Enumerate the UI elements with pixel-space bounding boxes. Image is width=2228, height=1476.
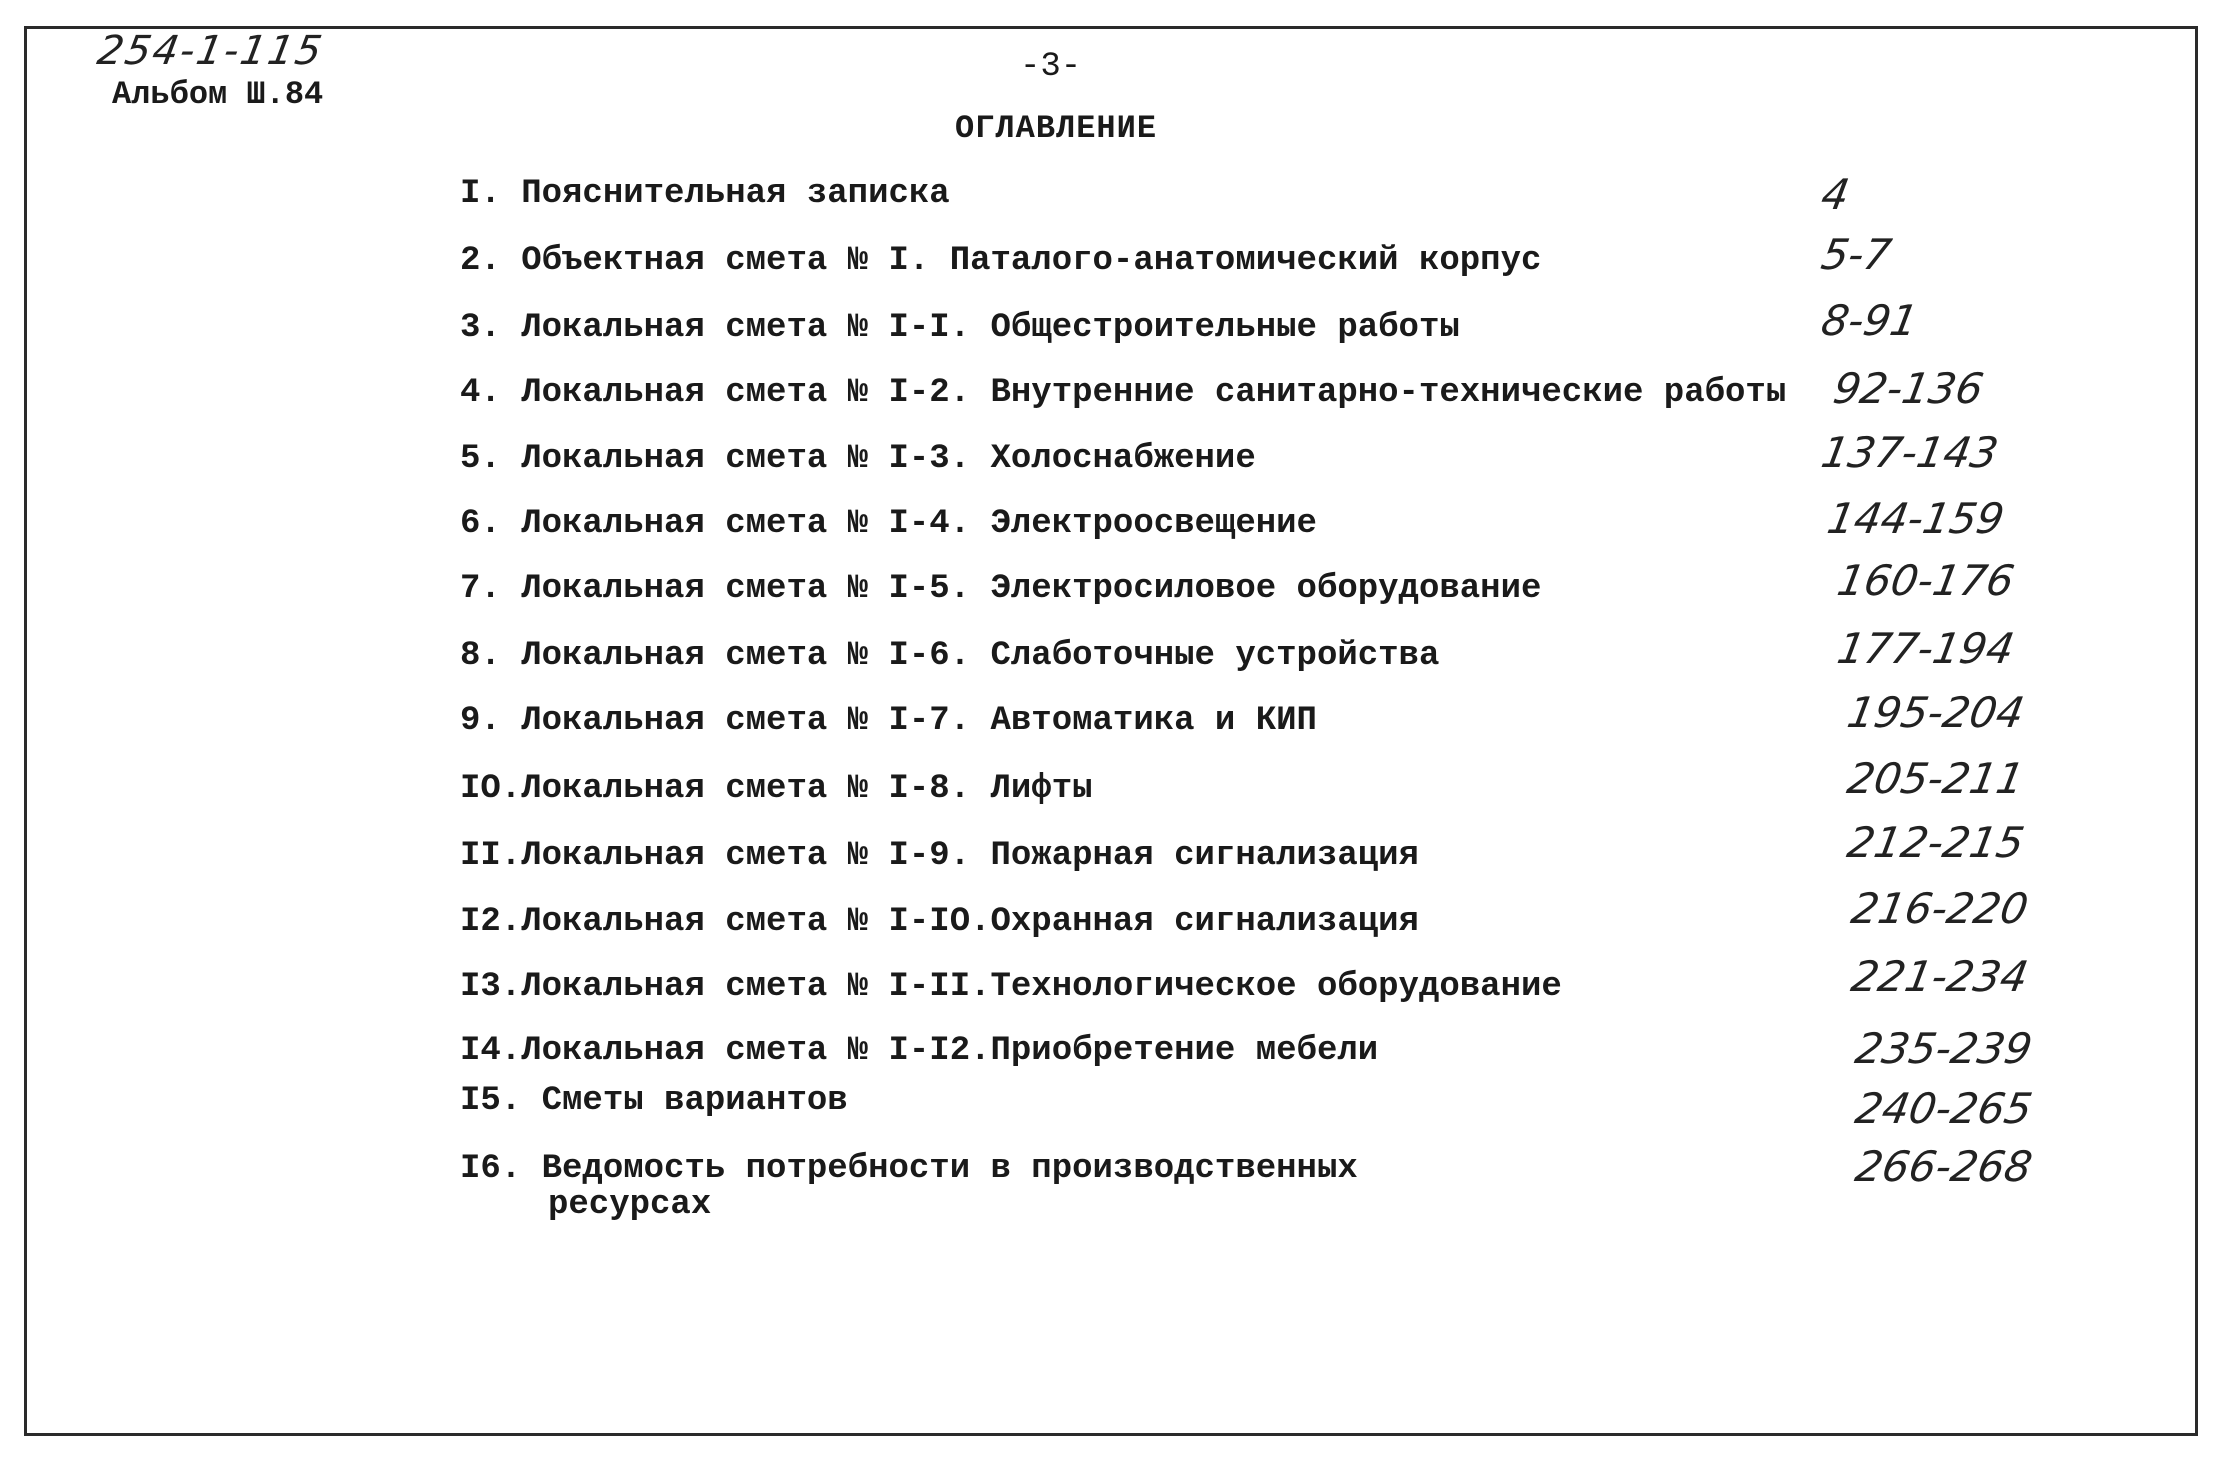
toc-number: 2. bbox=[460, 242, 501, 280]
album-label: Альбом Ш.84 bbox=[112, 76, 324, 113]
toc-entry[interactable] bbox=[460, 702, 1317, 740]
toc-title: Локальная смета № I-I. Общестроительные работы bbox=[521, 309, 1460, 347]
toc-pages: 266-268 bbox=[1851, 1142, 2036, 1191]
toc-entry[interactable] bbox=[460, 175, 950, 213]
toc-number: I5. bbox=[460, 1082, 522, 1120]
toc-pages: 144-159 bbox=[1823, 494, 2008, 543]
toc-pages: 137-143 bbox=[1817, 428, 2002, 477]
toc-entry[interactable] bbox=[460, 570, 1541, 608]
page-number: -3- bbox=[1020, 48, 1082, 86]
toc-number: I. bbox=[460, 175, 501, 213]
toc-entry[interactable] bbox=[460, 309, 1460, 347]
toc-pages: 205-211 bbox=[1843, 754, 2028, 803]
toc-number: 4. bbox=[460, 374, 501, 412]
toc-number: I6. bbox=[460, 1150, 522, 1188]
toc-title: Объектная смета № I. Паталого-анатомический корпус bbox=[521, 242, 1542, 280]
toc-title: Ведомость потребности в производственных bbox=[521, 1150, 1358, 1188]
toc-title: Сметы вариантов bbox=[521, 1082, 848, 1120]
toc-title: Локальная смета № I-II.Технологическое оборудование bbox=[521, 968, 1562, 1006]
toc-pages: 195-204 bbox=[1843, 688, 2028, 737]
toc-pages: 92-136 bbox=[1829, 364, 1988, 413]
toc-entry[interactable] bbox=[460, 770, 1093, 808]
toc-number: 9. bbox=[460, 702, 501, 740]
toc-number: I3. bbox=[460, 968, 522, 1006]
toc-title: Локальная смета № I-2. Внутренние санитарно-технические работы bbox=[521, 374, 1787, 412]
toc-entry[interactable] bbox=[460, 1082, 848, 1120]
toc-number: 8. bbox=[460, 637, 501, 675]
toc-number: 3. bbox=[460, 309, 501, 347]
toc-title: Пояснительная записка bbox=[521, 175, 950, 213]
toc-pages: 235-239 bbox=[1851, 1024, 2036, 1073]
toc-title: Локальная смета № I-I2.Приобретение мебели bbox=[521, 1032, 1379, 1070]
toc-title: Локальная смета № I-6. Слаботочные устройства bbox=[521, 637, 1440, 675]
toc-title: Локальная смета № I-5. Электросиловое оборудование bbox=[521, 570, 1542, 608]
toc-pages: 177-194 bbox=[1833, 624, 2018, 673]
toc-pages: 5-7 bbox=[1817, 230, 1895, 279]
toc-entry[interactable] bbox=[460, 242, 1541, 280]
toc-pages: 240-265 bbox=[1851, 1084, 2036, 1133]
toc-title-continuation: ресурсах bbox=[548, 1186, 712, 1224]
toc-entry[interactable] bbox=[460, 637, 1439, 675]
page-title: ОГЛАВЛЕНИЕ bbox=[955, 110, 1158, 147]
toc-entry[interactable] bbox=[460, 374, 1786, 412]
toc-number: 5. bbox=[460, 440, 501, 478]
toc-entry[interactable] bbox=[460, 837, 1419, 875]
toc-pages: 8-91 bbox=[1817, 296, 1922, 345]
toc-number: I4. bbox=[460, 1032, 522, 1070]
toc-entry[interactable] bbox=[460, 440, 1256, 478]
document-number: 254-1-115 bbox=[93, 28, 328, 74]
toc-entry[interactable] bbox=[460, 1150, 1358, 1222]
toc-title: Локальная смета № I-IO.Охранная сигнализация bbox=[521, 903, 1419, 941]
toc-title: Локальная смета № I-9. Пожарная сигнализация bbox=[521, 837, 1419, 875]
toc-pages: 212-215 bbox=[1843, 818, 2028, 867]
toc-number: II. bbox=[460, 837, 522, 875]
toc-title: Локальная смета № I-7. Автоматика и КИП bbox=[521, 702, 1317, 740]
toc-entry[interactable] bbox=[460, 505, 1317, 543]
toc-number: 7. bbox=[460, 570, 501, 608]
toc-entry[interactable] bbox=[460, 903, 1419, 941]
toc-entry[interactable] bbox=[460, 968, 1562, 1006]
toc-pages: 221-234 bbox=[1847, 952, 2032, 1001]
toc-entry[interactable] bbox=[460, 1032, 1378, 1070]
toc-pages: 160-176 bbox=[1833, 556, 2018, 605]
toc-number: I2. bbox=[460, 903, 522, 941]
toc-title: Локальная смета № I-8. Лифты bbox=[521, 770, 1093, 808]
toc-number: 6. bbox=[460, 505, 501, 543]
toc-title: Локальная смета № I-3. Холоснабжение bbox=[521, 440, 1256, 478]
toc-pages: 216-220 bbox=[1847, 884, 2032, 933]
toc-pages: 4 bbox=[1817, 170, 1854, 219]
toc-number: IO. bbox=[460, 770, 522, 808]
toc-title: Локальная смета № I-4. Электроосвещение bbox=[521, 505, 1317, 543]
